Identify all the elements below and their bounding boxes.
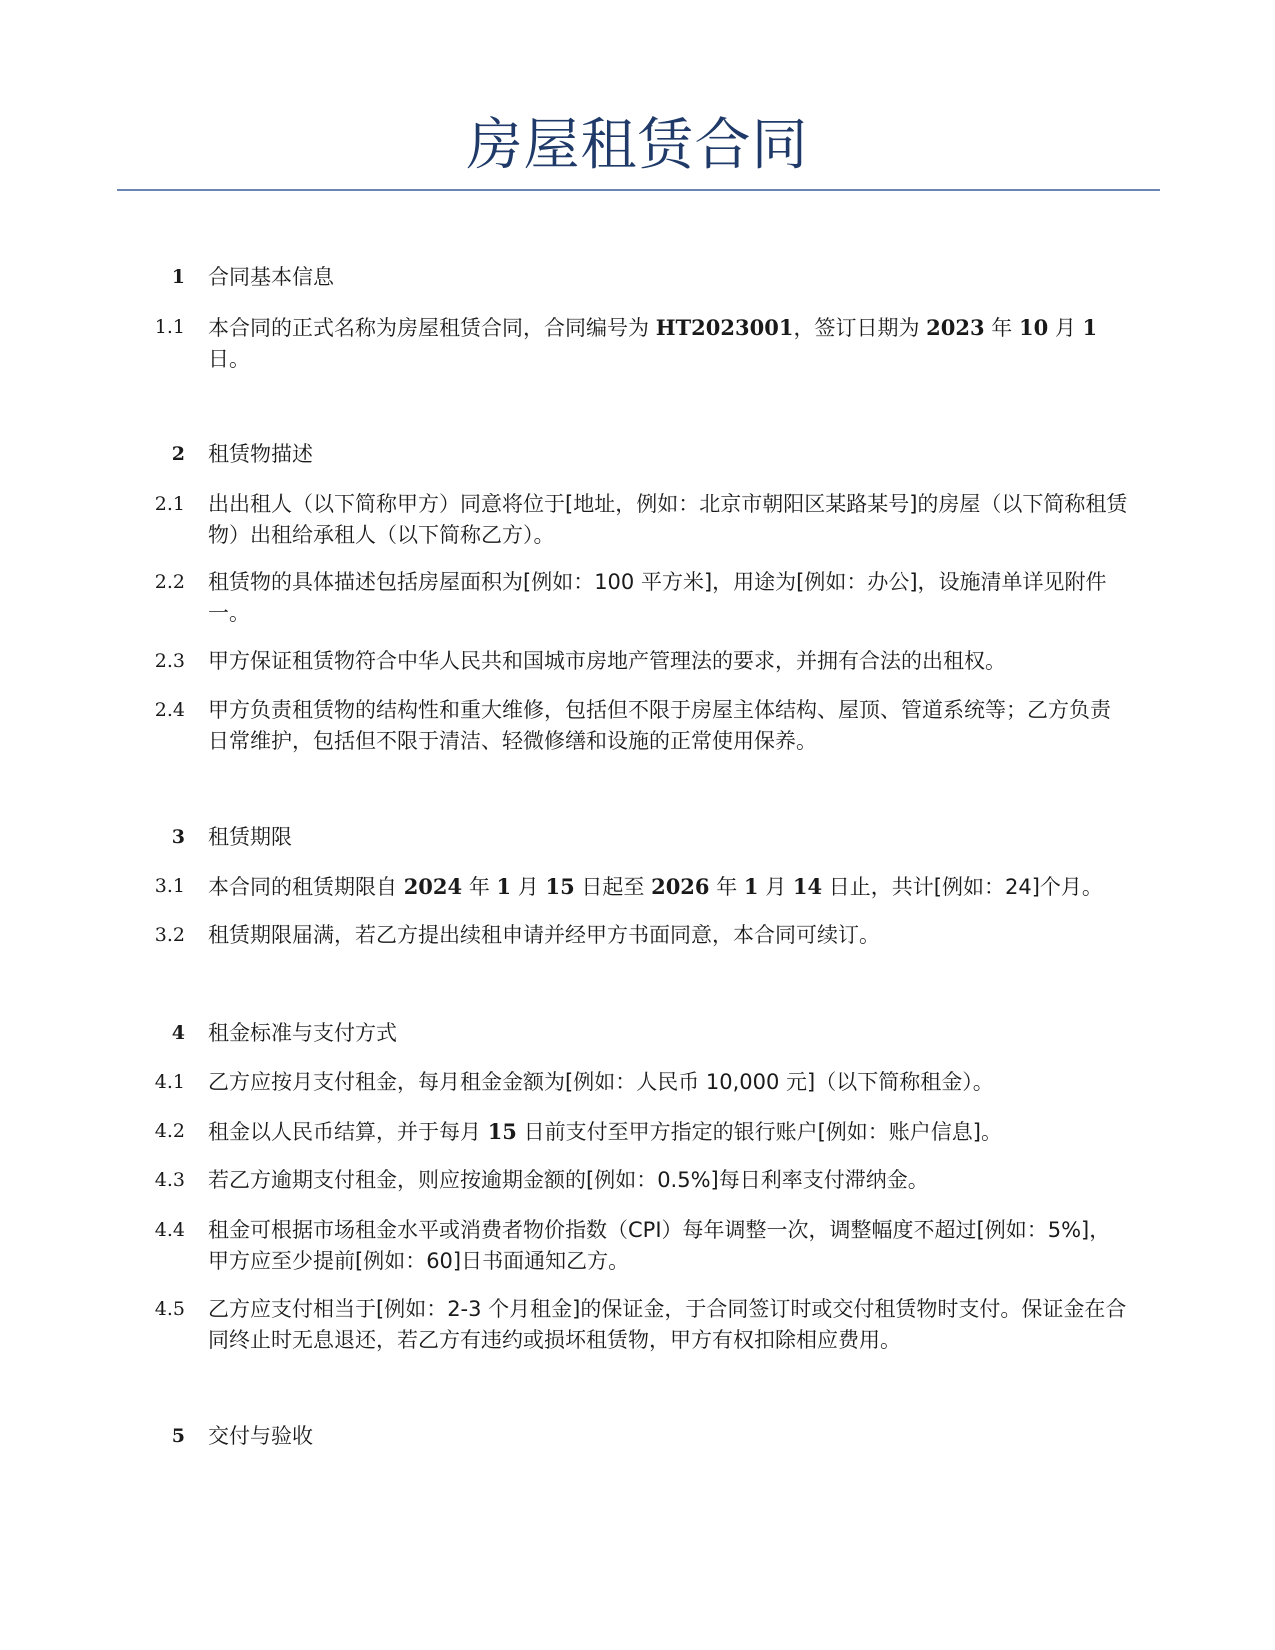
clause-number: 4.2: [154, 1120, 185, 1142]
section-title: 租赁物描述: [208, 442, 313, 466]
clause-text: [208, 695, 1128, 757]
clause-text-run: 年: [709, 875, 744, 899]
clause-text: [208, 1067, 1128, 1098]
title-underline: [117, 189, 1160, 191]
clause-text-run: 年: [984, 316, 1019, 340]
clause-text-run: 本合同的正式名称为房屋租赁合同，合同编号为: [208, 316, 656, 340]
bold-value: 1: [496, 874, 512, 899]
clause-text: [208, 1215, 1128, 1277]
bold-value: HT2023001: [655, 315, 794, 340]
clause-text-run: 乙方应支付相当于[例如：2-3 个月租金]的保证金，于合同签订时或交付租赁物时支付。保证金在合同终止时无息退还，若乙方有违约或损坏租赁物，甲方有权扣除相应费用。: [208, 1297, 1127, 1352]
bold-value: 1: [743, 874, 759, 899]
clause-text-run: ，签订日期为: [793, 316, 927, 340]
clause-number: 3.1: [154, 875, 185, 897]
clause-text: [208, 1116, 1128, 1148]
section-number: 2: [171, 443, 185, 465]
clause-text-run: 甲方保证租赁物符合中华人民共和国城市房地产管理法的要求，并拥有合法的出租权。: [208, 649, 1006, 673]
clause-text-run: 日。: [208, 347, 250, 371]
section-title: 租赁期限: [208, 825, 292, 849]
clause-text-run: 租赁物的具体描述包括房屋面积为[例如：100 平方米]，用途为[例如：办公]，设施清单详见附件一。: [208, 570, 1107, 625]
clause-text-run: 月: [511, 875, 546, 899]
bold-value: 15: [545, 874, 575, 899]
bold-value: 2026: [651, 874, 710, 899]
section-number: 3: [171, 826, 185, 848]
clause-text: [208, 646, 1128, 677]
clause-text: [208, 920, 1128, 951]
bold-value: 1: [1082, 315, 1098, 340]
section-title: 交付与验收: [208, 1424, 313, 1448]
clause-number: 3.2: [154, 924, 185, 946]
clause-text-run: 月: [1048, 316, 1083, 340]
document-title: 房屋租赁合同: [466, 113, 809, 178]
clause-text: [208, 567, 1128, 629]
clause-text-run: 出出租人（以下简称甲方）同意将位于[地址，例如：北京市朝阳区某路某号]的房屋（以下简称租赁物）出租给承租人（以下简称乙方）。: [208, 492, 1128, 547]
clause-number: 4.4: [154, 1219, 185, 1241]
clause-text: [208, 1294, 1128, 1356]
clause-number: 2.2: [154, 571, 185, 593]
section-number: 5: [171, 1425, 185, 1447]
clause-text-run: 乙方应按月支付租金，每月租金金额为[例如：人民币 10,000 元]（以下简称租金）。: [208, 1070, 994, 1094]
bold-value: 14: [792, 874, 823, 899]
clause-text-run: 若乙方逾期支付租金，则应按逾期金额的[例如：0.5%]每日利率支付滞纳金。: [208, 1168, 929, 1192]
bold-value: 2024: [403, 874, 463, 899]
section-title: 租金标准与支付方式: [208, 1021, 397, 1045]
section-number: 4: [171, 1022, 185, 1044]
clause-number: 4.1: [154, 1071, 185, 1093]
clause-number: 2.1: [154, 493, 185, 515]
clause-number: 4.3: [154, 1169, 185, 1191]
clause-text-run: 租赁期限届满，若乙方提出续租申请并经甲方书面同意，本合同可续订。: [208, 923, 880, 947]
clause-text-run: 甲方负责租赁物的结构性和重大维修，包括但不限于房屋主体结构、屋顶、管道系统等；乙方负责日常维护，包括但不限于清洁、轻微修缮和设施的正常使用保养。: [208, 698, 1111, 753]
clause-text-run: 租金以人民币结算，并于每月: [208, 1120, 488, 1144]
clause-text-run: 月: [758, 875, 793, 899]
clause-text-run: 年: [462, 875, 497, 899]
bold-value: 10: [1018, 315, 1049, 340]
clause-text: [208, 1165, 1128, 1196]
bold-value: 15: [487, 1119, 517, 1144]
clause-text: [208, 871, 1128, 903]
section-number: 1: [171, 266, 185, 288]
bold-value: 2023: [926, 315, 985, 340]
clause-text-run: 本合同的租赁期限自: [208, 875, 404, 899]
clause-number: 4.5: [154, 1298, 185, 1320]
clause-text-run: 日起至: [574, 875, 652, 899]
clause-text-run: 租金可根据市场租金水平或消费者物价指数（CPI）每年调整一次，调整幅度不超过[例如：5%]，甲方应至少提前[例如：60]日书面通知乙方。: [208, 1218, 1111, 1273]
section-title: 合同基本信息: [208, 265, 334, 289]
clause-text-run: 日前支付至甲方指定的银行账户[例如：账户信息]。: [516, 1120, 1002, 1144]
clause-number: 2.3: [154, 650, 185, 672]
clause-number: 1.1: [154, 316, 185, 338]
clause-text-run: 日止，共计[例如：24]个月。: [822, 875, 1103, 899]
clause-text: [208, 489, 1128, 551]
clause-number: 2.4: [154, 699, 185, 721]
clause-text: [208, 312, 1128, 375]
